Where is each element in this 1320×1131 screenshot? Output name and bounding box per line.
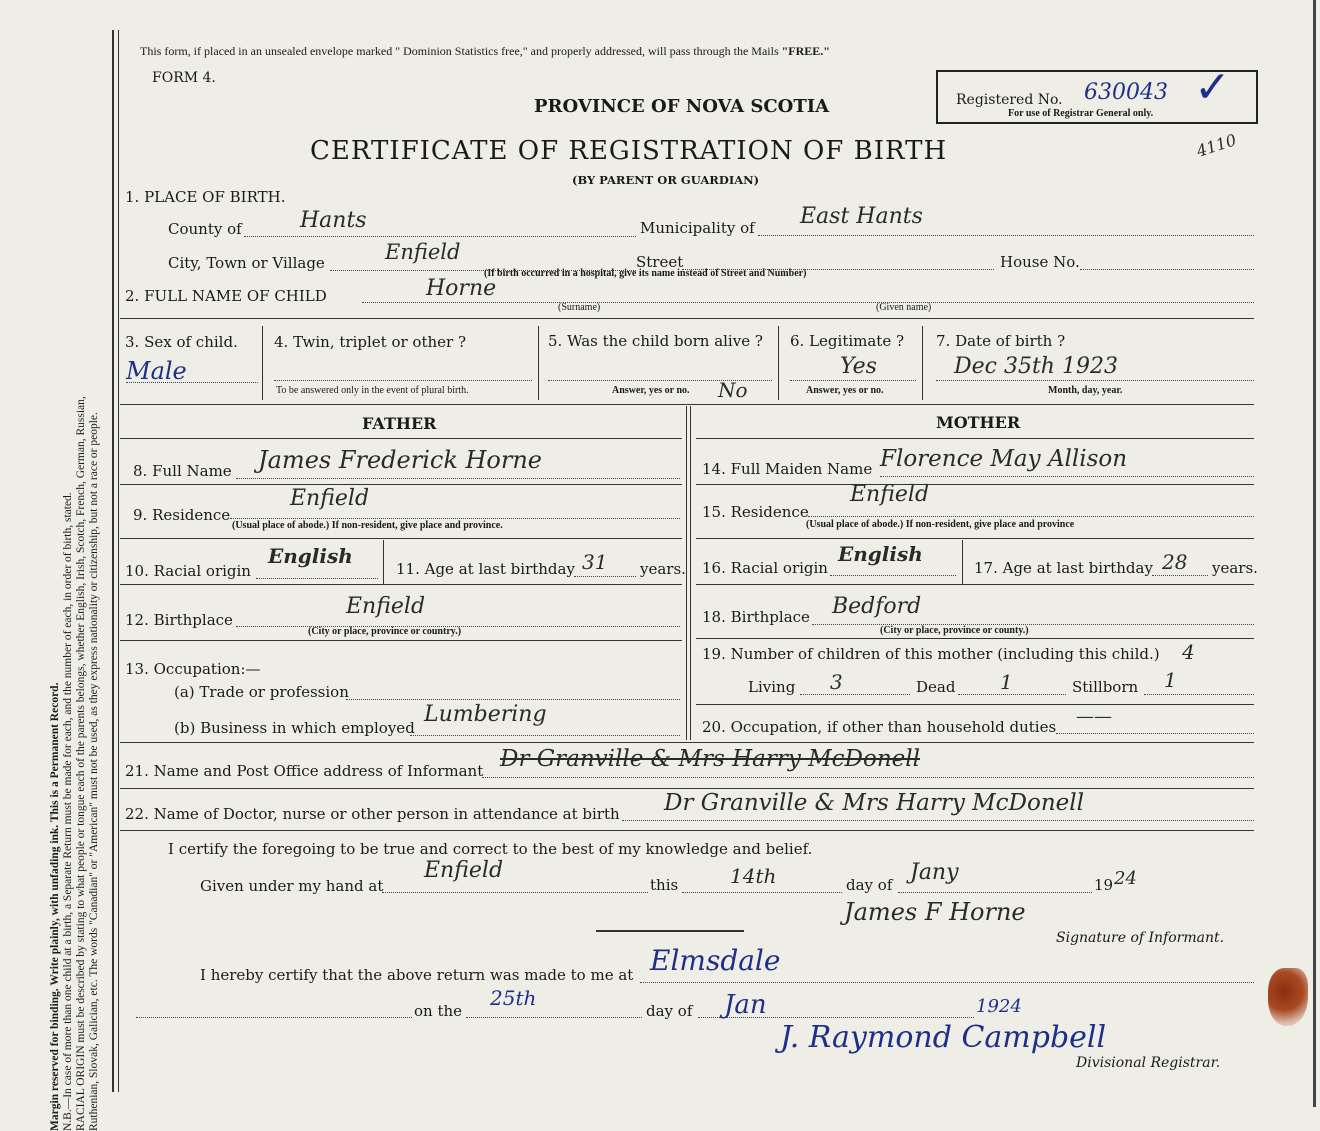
rule-after-parents (120, 742, 1254, 743)
father-heading: FATHER (362, 414, 437, 433)
father-name-rule (120, 484, 682, 485)
province-title: PROVINCE OF NOVA SCOTIA (534, 96, 830, 117)
mother-occupation-value: —— (1076, 706, 1112, 727)
father-birthplace-rule (120, 640, 682, 641)
father-trade-label: (a) Trade or profession (174, 683, 349, 701)
municipality-value: East Hants (800, 204, 923, 229)
father-name-line (236, 478, 680, 479)
registrar-year: 1924 (976, 996, 1022, 1017)
father-racial-value: English (268, 544, 353, 568)
registrar-on-label: on the (414, 1002, 463, 1020)
center-separator (596, 930, 744, 932)
parent-divider-a (686, 406, 687, 740)
mother-age-value: 28 (1162, 550, 1188, 574)
father-business-line (410, 735, 680, 736)
given-caption: (Given name) (876, 302, 932, 313)
father-racial-label: 10. Racial origin (125, 562, 251, 580)
mother-children-rule (696, 704, 1254, 705)
child-name-line (362, 302, 1254, 303)
mother-residence-note: (Usual place of abode.) If non-resident, give place and province (806, 519, 1075, 530)
mother-racial-line (830, 575, 956, 576)
side-note-1: Margin reserved for binding. Write plainly, with unfading ink. This is a Permanent Record. (49, 682, 61, 1131)
stillborn-value: 1 (1164, 668, 1177, 692)
county-value: Hants (300, 208, 367, 233)
municipality-label: Municipality of (640, 219, 755, 237)
registered-number: 630043 (1084, 80, 1168, 105)
registrar-place: Elmsdale (650, 944, 781, 977)
mother-residence-rule (696, 538, 1254, 539)
alive-label: 5. Was the child born alive ? (548, 332, 763, 350)
margin-rule-1 (112, 30, 114, 1092)
mother-occupation-line (1056, 733, 1254, 734)
registrar-lead-line (136, 1017, 412, 1018)
informant-label: 21. Name and Post Office address of Informant (125, 762, 484, 780)
rule-before-parents (120, 404, 1254, 405)
legit-label: 6. Legitimate ? (790, 332, 905, 350)
certify-dayof-label: day of (846, 876, 893, 894)
father-residence-note: (Usual place of abode.) If non-resident, give place and province. (232, 520, 503, 531)
certify-year-prefix: 19 (1094, 876, 1114, 894)
dob-caption: Month, day, year. (1048, 385, 1123, 396)
living-value: 3 (830, 670, 843, 694)
stillborn-line (1144, 694, 1254, 695)
father-name-label: 8. Full Name (133, 462, 232, 480)
registrar-statement: I hereby certify that the above return was made to me at (200, 966, 634, 984)
dob-line (936, 380, 1254, 381)
twin-note: To be answered only in the event of plural birth. (276, 385, 469, 396)
doctor-label: 22. Name of Doctor, nurse or other person in attendance at birth (125, 805, 620, 823)
mail-notice-text: This form, if placed in an unsealed envelope marked " Dominion Statistics free," and properly addressed, will pass through the Mails (140, 44, 779, 58)
mother-occupation-label: 20. Occupation, if other than household duties (702, 718, 1057, 736)
this-value: 14th (730, 864, 777, 888)
father-racial-line (256, 578, 378, 579)
informant-rule (120, 788, 1254, 789)
father-business-value: Lumbering (424, 702, 547, 727)
house-line (1080, 269, 1254, 270)
registrar-on-line (466, 1017, 642, 1018)
mother-name-label: 14. Full Maiden Name (702, 460, 873, 478)
informant-value: Dr Granville & Mrs Harry McDonell (500, 746, 920, 772)
mother-children-label: 19. Number of children of this mother (including this child.) (702, 645, 1160, 663)
registered-box (936, 62, 1258, 124)
father-age-unit: years. (640, 560, 686, 578)
father-racial-rule (120, 584, 682, 585)
this-label: this (650, 876, 679, 894)
father-birthplace-label: 12. Birthplace (125, 611, 233, 629)
father-trade-line (346, 699, 680, 700)
county-label: County of (168, 220, 242, 238)
house-label: House No. (1000, 253, 1080, 271)
dead-value: 1 (1000, 670, 1013, 694)
divider-5-6 (778, 326, 779, 400)
father-name-value: James Frederick Horne (258, 446, 543, 474)
street-label: Street (636, 253, 684, 271)
mail-free: "FREE." (781, 44, 830, 58)
mother-age-unit: years. (1212, 559, 1258, 577)
informant-line (482, 777, 1254, 778)
mother-age-label: 17. Age at last birthday (974, 559, 1153, 577)
divider-6-7 (922, 326, 923, 400)
rule-after-name (120, 318, 1254, 319)
father-age-value: 31 (582, 550, 608, 574)
informant-sig-caption: Signature of Informant. (1056, 930, 1225, 946)
registrar-use-note: For use of Registrar General only. (1008, 108, 1154, 119)
sex-value: Male (126, 357, 187, 385)
side-note-3: RACIAL ORIGIN must be described by stating to what people or tongue each of the parents belongs, whether English, Irish, Scotch, French, German, Russian, (75, 396, 87, 1131)
mail-notice (140, 44, 830, 59)
mother-residence-label: 15. Residence (702, 503, 809, 521)
page-title: CERTIFICATE OF REGISTRATION OF BIRTH (310, 136, 948, 166)
mother-heading-rule (696, 438, 1254, 439)
this-line (682, 892, 842, 893)
mother-age-line (1152, 575, 1208, 576)
father-age-label: 11. Age at last birthday (396, 560, 575, 578)
given-place: Enfield (424, 858, 504, 883)
registered-label: Registered No. (956, 92, 1063, 108)
mother-racial-rule (696, 584, 1254, 585)
father-birthplace-value: Enfield (346, 594, 426, 619)
mother-racial-label: 16. Racial origin (702, 559, 828, 577)
municipality-line (758, 235, 1254, 236)
mother-racial-divider (962, 540, 963, 584)
father-occupation-label: 13. Occupation:— (125, 660, 261, 678)
dob-value: Dec 35th 1923 (954, 354, 1118, 379)
mother-birthplace-note: (City or place, province or county.) (880, 625, 1029, 636)
registrar-on-value: 25th (490, 986, 537, 1010)
given-place-line (382, 892, 648, 893)
certify-year: 24 (1114, 868, 1137, 889)
child-name-label: 2. FULL NAME OF CHILD (125, 287, 327, 305)
father-residence-value: Enfield (290, 486, 370, 511)
living-label: Living (748, 678, 796, 696)
living-line (800, 694, 910, 695)
surname-caption: (Surname) (558, 302, 601, 313)
registrar-signature: J. Raymond Campbell (780, 1020, 1107, 1055)
father-residence-rule (120, 538, 682, 539)
twin-line (274, 380, 532, 381)
father-business-label: (b) Business in which employed (174, 719, 415, 737)
father-age-line (574, 576, 636, 577)
legit-value: Yes (840, 354, 877, 379)
county-line (244, 236, 636, 237)
legit-caption: Answer, yes or no. (806, 385, 884, 396)
doctor-value: Dr Granville & Mrs Harry McDonell (664, 790, 1084, 816)
side-notes (49, 41, 101, 1131)
dead-line (958, 694, 1066, 695)
place-label: 1. PLACE OF BIRTH. (125, 188, 286, 206)
father-birthplace-note: (City or place, province or country.) (308, 626, 462, 637)
corner-mark: 4110 (1194, 130, 1239, 161)
registrar-dayof-label: day of (646, 1002, 693, 1020)
mother-name-line (880, 476, 1254, 477)
certify-month-line (898, 892, 1092, 893)
divider-4-5 (538, 326, 539, 400)
mother-heading: MOTHER (936, 413, 1021, 432)
child-surname: Horne (426, 276, 497, 301)
page-subtitle: (BY PARENT OR GUARDIAN) (572, 173, 760, 187)
parent-divider-b (690, 406, 691, 740)
ink-stain (1268, 968, 1308, 1026)
margin-rule-2 (118, 30, 119, 1092)
doctor-rule (120, 830, 1254, 831)
form-number: FORM 4. (152, 70, 216, 86)
father-residence-label: 9. Residence (133, 506, 231, 524)
page-edge-rule (1313, 0, 1316, 1107)
certify-month: Jany (910, 860, 959, 885)
mother-racial-value: English (838, 542, 923, 566)
mother-name-rule (696, 484, 1254, 485)
twin-label: 4. Twin, triplet or other ? (274, 333, 466, 351)
side-note-2: N.B.—In case of more than one child at a birth, a Separate Return must be made for each, and the number of each, in order of birth, stated. (62, 492, 74, 1131)
informant-signature: James F Horne (844, 898, 1026, 926)
mother-birthplace-rule (696, 638, 1254, 639)
given-label: Given under my hand at (200, 877, 384, 895)
registrar-caption: Divisional Registrar. (1076, 1055, 1221, 1071)
mother-birthplace-line (812, 624, 1254, 625)
mother-residence-value: Enfield (850, 482, 930, 507)
registrar-place-line (640, 982, 1254, 983)
sex-label: 3. Sex of child. (125, 333, 238, 351)
alive-caption: Answer, yes or no. (612, 385, 690, 396)
mother-residence-line (808, 516, 1254, 517)
checkmark-icon: ✓ (1194, 62, 1231, 113)
registrar-month: Jan (724, 990, 767, 1020)
city-label: City, Town or Village (168, 254, 325, 272)
doctor-line (622, 820, 1254, 821)
dead-label: Dead (916, 678, 956, 696)
father-racial-divider (383, 540, 384, 584)
father-heading-rule (120, 438, 682, 439)
hospital-note: (If birth occurred in a hospital, give its name instead of Street and Number) (484, 268, 807, 279)
father-residence-line (230, 518, 680, 519)
stillborn-label: Stillborn (1072, 678, 1139, 696)
certify-statement: I certify the foregoing to be true and correct to the best of my knowledge and belief. (168, 840, 813, 858)
legit-line (790, 380, 916, 381)
mother-birthplace-label: 18. Birthplace (702, 608, 810, 626)
city-value: Enfield (385, 240, 461, 264)
dob-label: 7. Date of birth ? (936, 332, 1066, 350)
mother-birthplace-value: Bedford (832, 594, 922, 619)
side-note-4: Ruthenian, Slovak, Galician, etc. The words "Canadian" or "American" must not be used, as they express nationality or citizenship, but not a race or people. (88, 412, 100, 1131)
alive-value: No (718, 378, 748, 402)
mother-name-value: Florence May Allison (880, 446, 1128, 472)
mother-children-value: 4 (1182, 640, 1195, 664)
divider-3-4 (262, 326, 263, 400)
